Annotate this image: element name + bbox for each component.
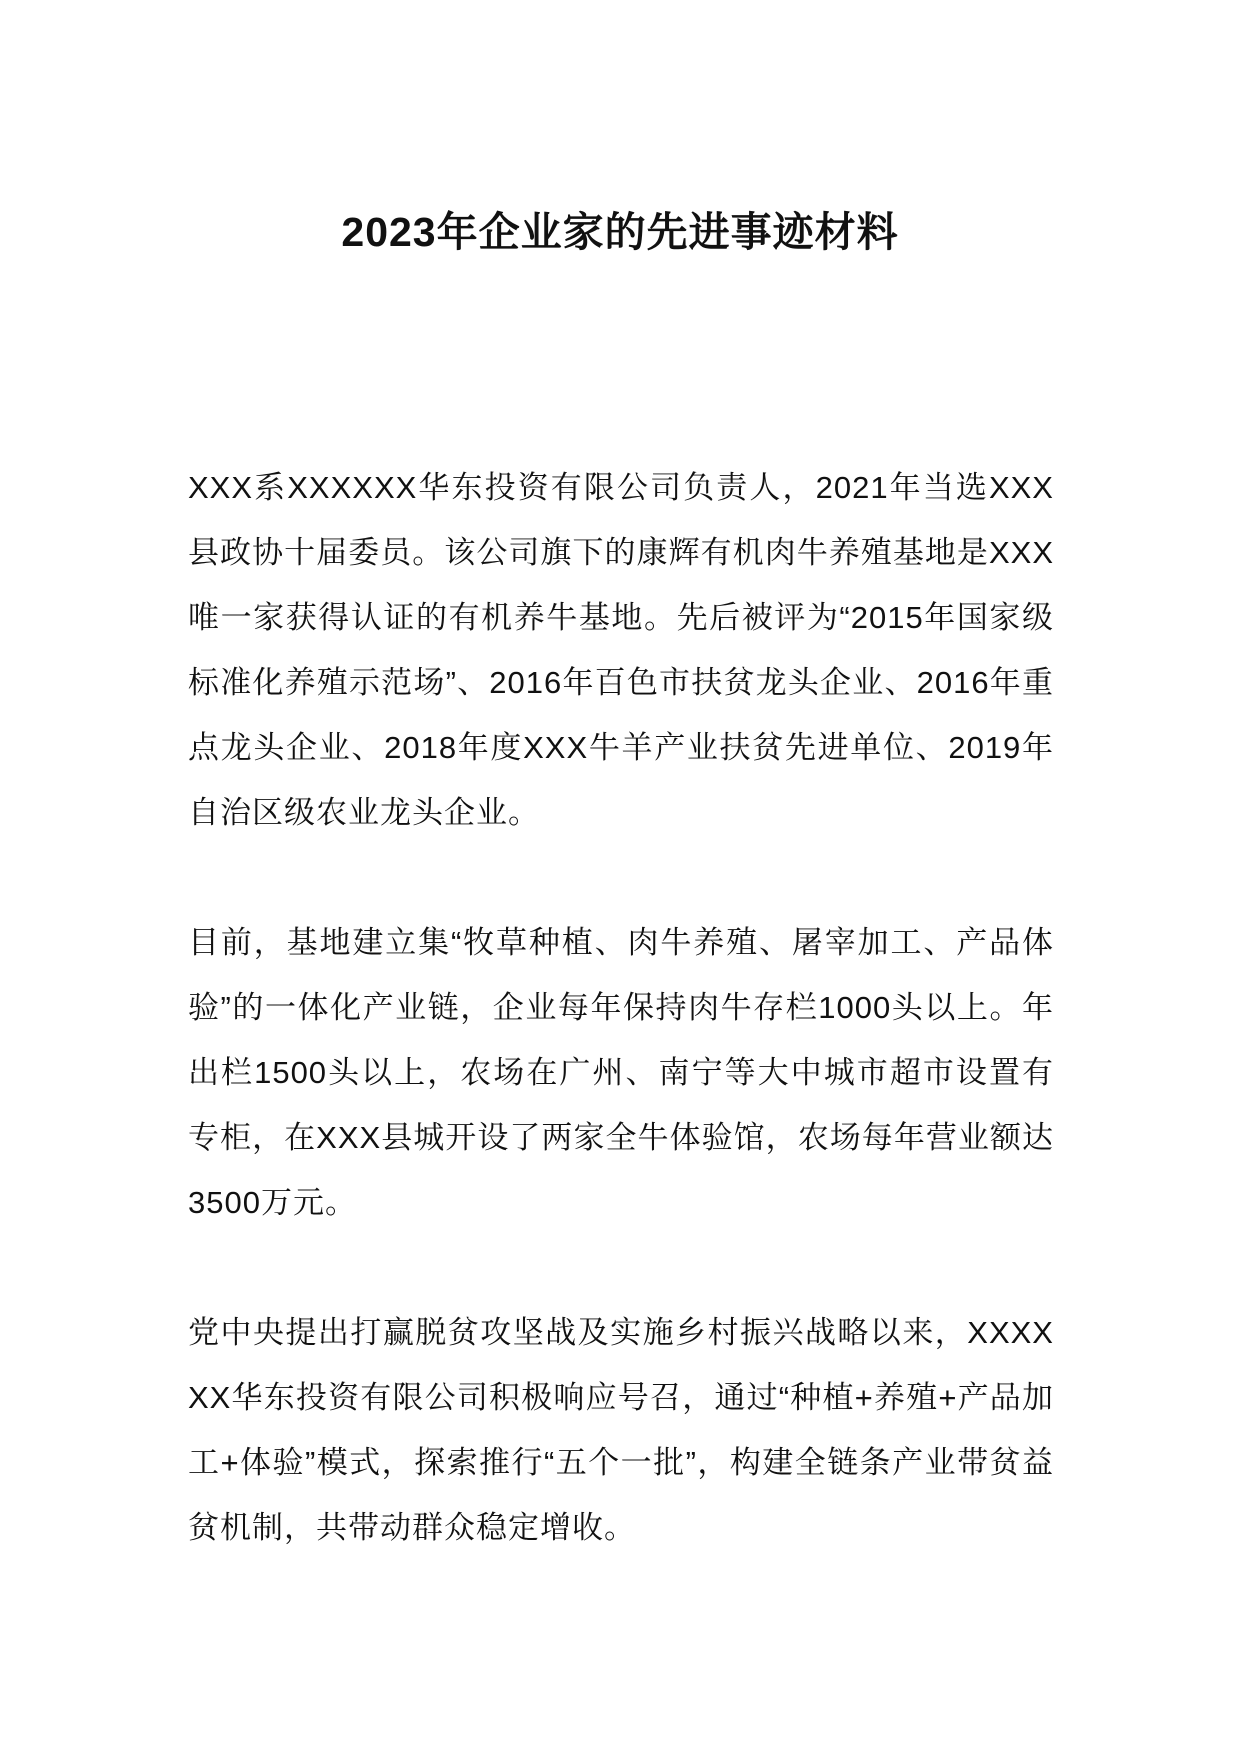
paragraph-company-intro: XXX系XXXXXX华东投资有限公司负责人，2021年当选XXX县政协十届委员。该公司旗下的康辉有机肉牛养殖基地是XXX唯一家获得认证的有机养牛基地。先后被评为“2015年国家级标准化养殖示范场”、2016年百色市扶贫龙头企业、2016年重点龙头企业、2018年度XXX牛羊产业扶贫先进单位、2019年自治区级农业龙头企业。 bbox=[188, 470, 1054, 830]
document-title: 2023年企业家的先进事迹材料 bbox=[341, 209, 899, 255]
document-body bbox=[188, 455, 1054, 1560]
paragraph-industry-chain: 目前，基地建立集“牧草种植、肉牛养殖、屠宰加工、产品体验”的一体化产业链，企业每年保持肉牛存栏1000头以上。年出栏1500头以上，农场在广州、南宁等大中城市超市设置有专柜，在XXX县城开设了两家全牛体验馆，农场每年营业额达3500万元。 bbox=[188, 925, 1054, 1220]
paragraph-poverty-alleviation: 党中央提出打赢脱贫攻坚战及实施乡村振兴战略以来，XXXXXX华东投资有限公司积极响应号召，通过“种植+养殖+产品加工+体验”模式，探索推行“五个一批”，构建全链条产业带贫益贫机制，共带动群众稳定增收。 bbox=[188, 1315, 1054, 1545]
